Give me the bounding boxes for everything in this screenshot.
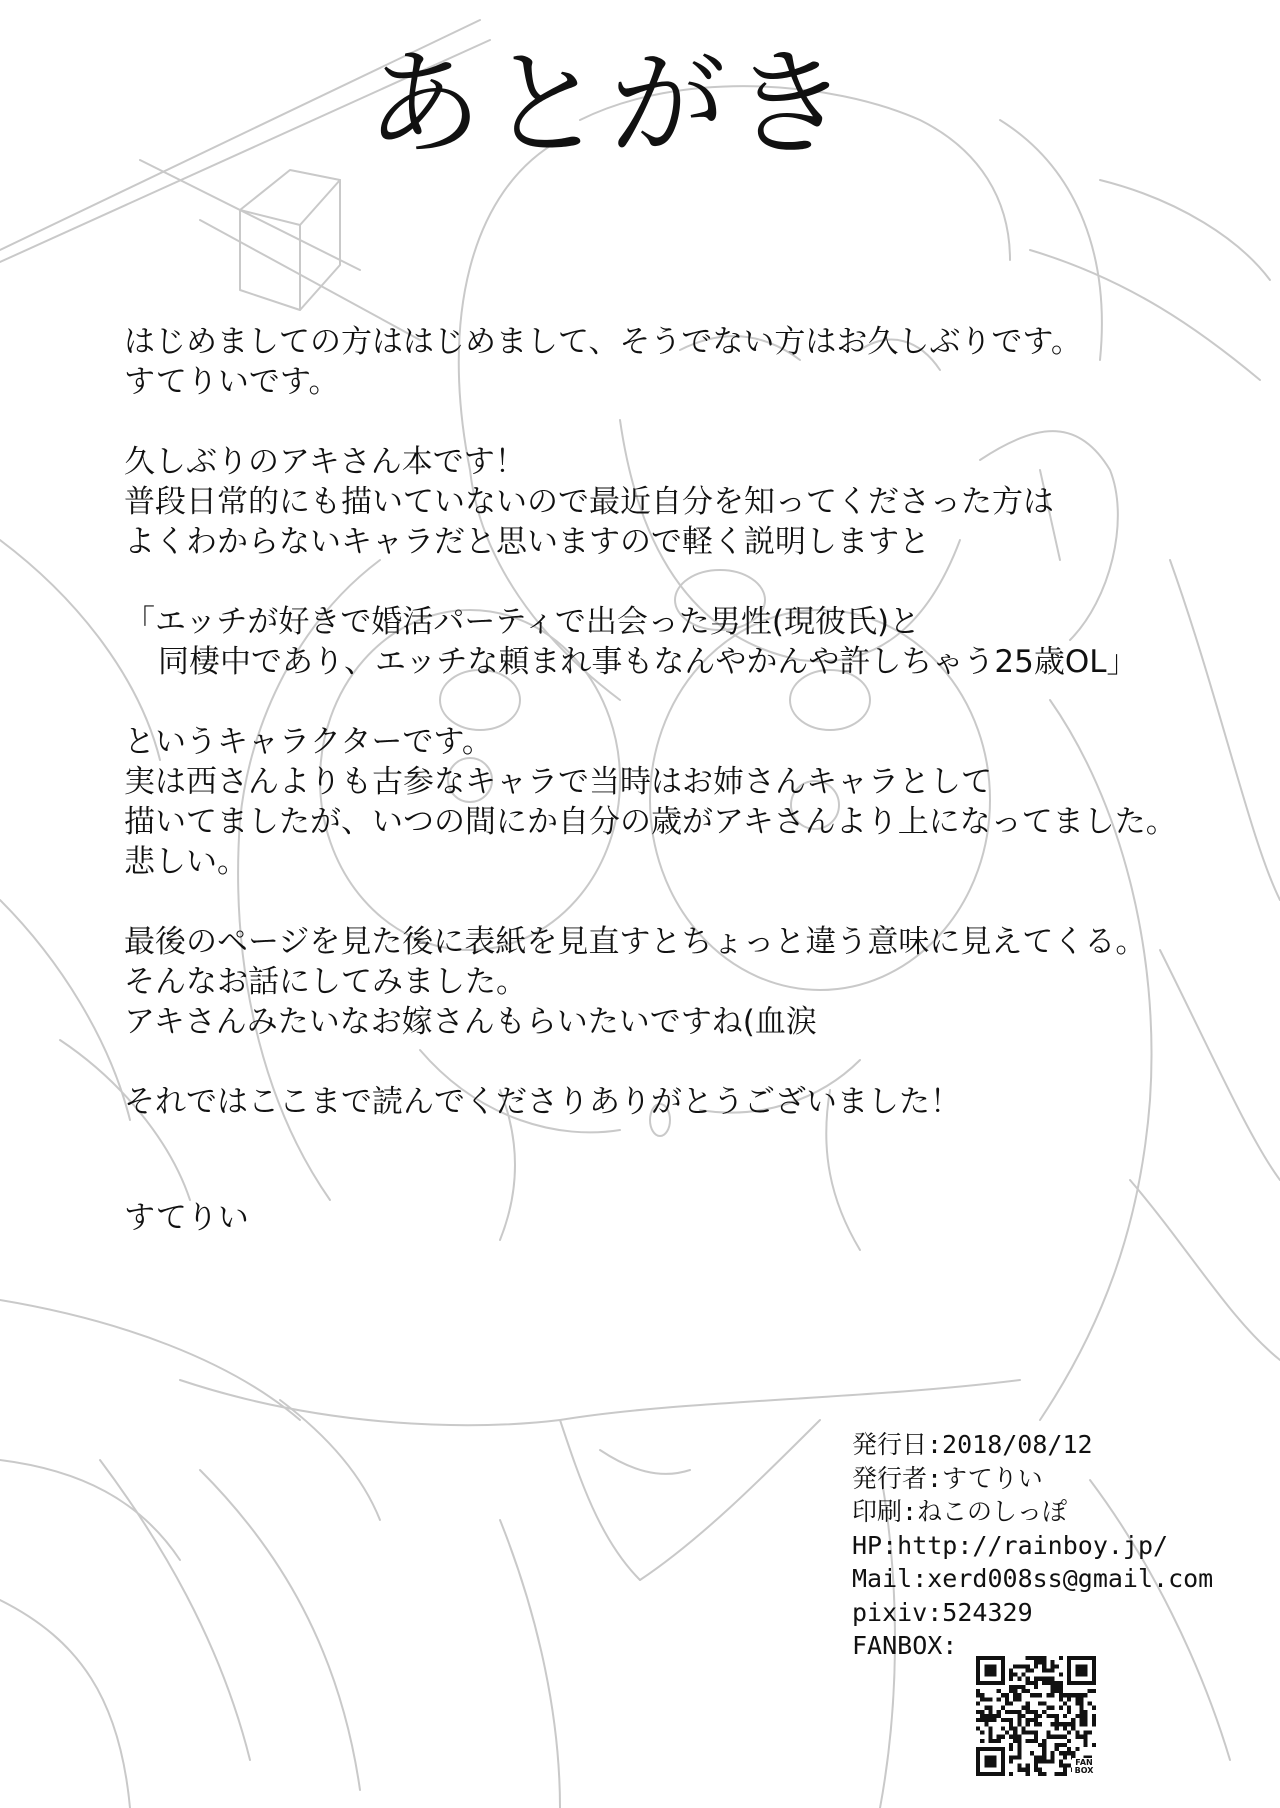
pixiv-id: pixiv:524329 xyxy=(852,1597,1033,1627)
signature: すてりい xyxy=(124,1200,249,1236)
quote-line: 同棲中であり、エッチな頼まれ事もなんやかんや許しちゃう25歳OL」 xyxy=(158,644,1138,680)
afterword-body xyxy=(124,322,1184,1238)
body-line: すてりいです。 xyxy=(124,364,340,400)
body-line: アキさんみたいなお嫁さんもらいたいですね(血涙 xyxy=(124,1004,817,1040)
body-line: はじめましての方ははじめまして、そうでない方はお久しぶりです。 xyxy=(124,324,1082,360)
issue-date: 発行日:2018/08/12 xyxy=(852,1430,1093,1459)
printer: 印刷:ねこのしっぽ xyxy=(852,1497,1068,1526)
fanbox-qr-code[interactable] xyxy=(976,1656,1096,1776)
homepage-link[interactable]: HP:http://rainboy.jp/ xyxy=(852,1530,1169,1560)
body-line: そんなお話にしてみました。 xyxy=(124,964,527,1000)
body-line: 普段日常的にも描いていないので最近自分を知ってくださった方は xyxy=(124,484,1054,520)
fanbox-label: FANBOX: xyxy=(852,1631,958,1660)
body-line: よくわからないキャラだと思いますので軽く説明しますと xyxy=(124,524,930,560)
mail-link[interactable]: Mail:xerd008ss@gmail.com xyxy=(852,1564,1214,1593)
body-line: 悲しい。 xyxy=(124,844,248,880)
body-line: それではここまで読んでくださりありがとうございました！ xyxy=(124,1084,961,1120)
publisher: 発行者:すてりい xyxy=(852,1463,1043,1493)
body-line: 実は西さんよりも古参なキャラで当時はお姉さんキャラとして xyxy=(124,764,992,800)
body-line: 久しぶりのアキさん本です！ xyxy=(124,444,526,480)
body-line: 最後のページを見た後に表紙を見直すとちょっと違う意味に見えてくる。 xyxy=(124,924,1147,960)
page-title: あとがき xyxy=(366,37,854,172)
quote-line: 「エッチが好きで婚活パーティで出会った男性(現彼氏)と xyxy=(124,604,921,640)
colophon xyxy=(852,1428,1252,1663)
body-line: 描いてましたが、いつの間にか自分の歳がアキさんより上になってました。 xyxy=(124,804,1177,840)
fanbox-badge: FAN BOX xyxy=(1072,1758,1096,1776)
body-line: というキャラクターです。 xyxy=(124,724,493,760)
